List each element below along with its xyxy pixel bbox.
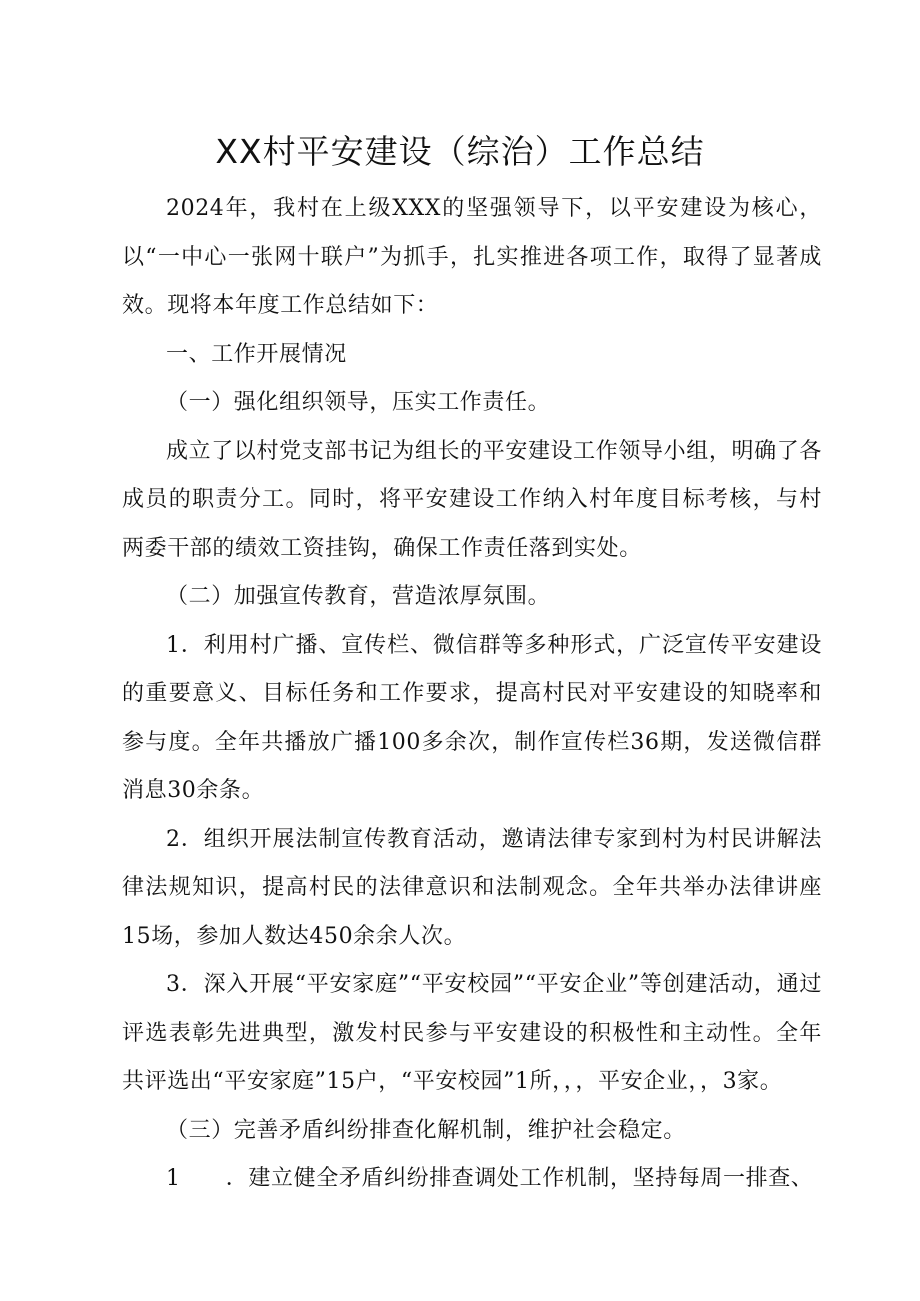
subsection-heading-organization: （一）强化组织领导，压实工作责任。 xyxy=(166,390,551,415)
paragraph-safety-campaigns: 3．深入开展“平安家庭”“平安校园”“平安企业”等创建活动，通过评选表彰先进典型，激发村民参与平安建设的积极性和主动性。全年共评选出“平安家庭”15户，“平安校园”1所，，，平安企业，，3家。 xyxy=(122,972,822,1094)
intro-paragraph: 2024年，我村在上级XXX的坚强领导下，以平安建设为核心，以“一中心一张网十联户”为抓手，扎实推进各项工作，取得了显著成效。现将本年度工作总结如下： xyxy=(122,196,822,318)
section-heading-work-status: 一、工作开展情况 xyxy=(166,341,347,367)
paragraph-legal-education: 2．组织开展法制宣传教育活动，邀请法律专家到村为村民讲解法律法规知识，提高村民的法律意识和法制观念。全年共举办法律讲座15场，参加人数达450余余人次。 xyxy=(122,826,822,949)
document-title: XX村平安建设（综治）工作总结 xyxy=(215,132,705,171)
document-body xyxy=(122,185,822,1204)
paragraph-dispute-mechanism: 1 ．建立健全矛盾纠纷排查调处工作机制，坚持每周一排查、 xyxy=(166,1166,814,1191)
paragraph-publicity-channels: 1．利用村广播、宣传栏、微信群等多种形式，广泛宣传平安建设的重要意义、目标任务和工作要求，提高村民对平安建设的知晓率和参与度。全年共播放广播100多余次，制作宣传栏36期，发送微信群消息30余条。 xyxy=(122,632,822,803)
paragraph-leadership-group: 成立了以村党支部书记为组长的平安建设工作领导小组，明确了各成员的职责分工。同时，将平安建设工作纳入村年度目标考核，与村两委干部的绩效工资挂钩，确保工作责任落到实处。 xyxy=(122,438,822,561)
subsection-heading-publicity: （二）加强宣传教育，营造浓厚氛围。 xyxy=(166,584,551,609)
subsection-heading-dispute-resolution: （三）完善矛盾纠纷排查化解机制，维护社会稳定。 xyxy=(166,1117,686,1143)
